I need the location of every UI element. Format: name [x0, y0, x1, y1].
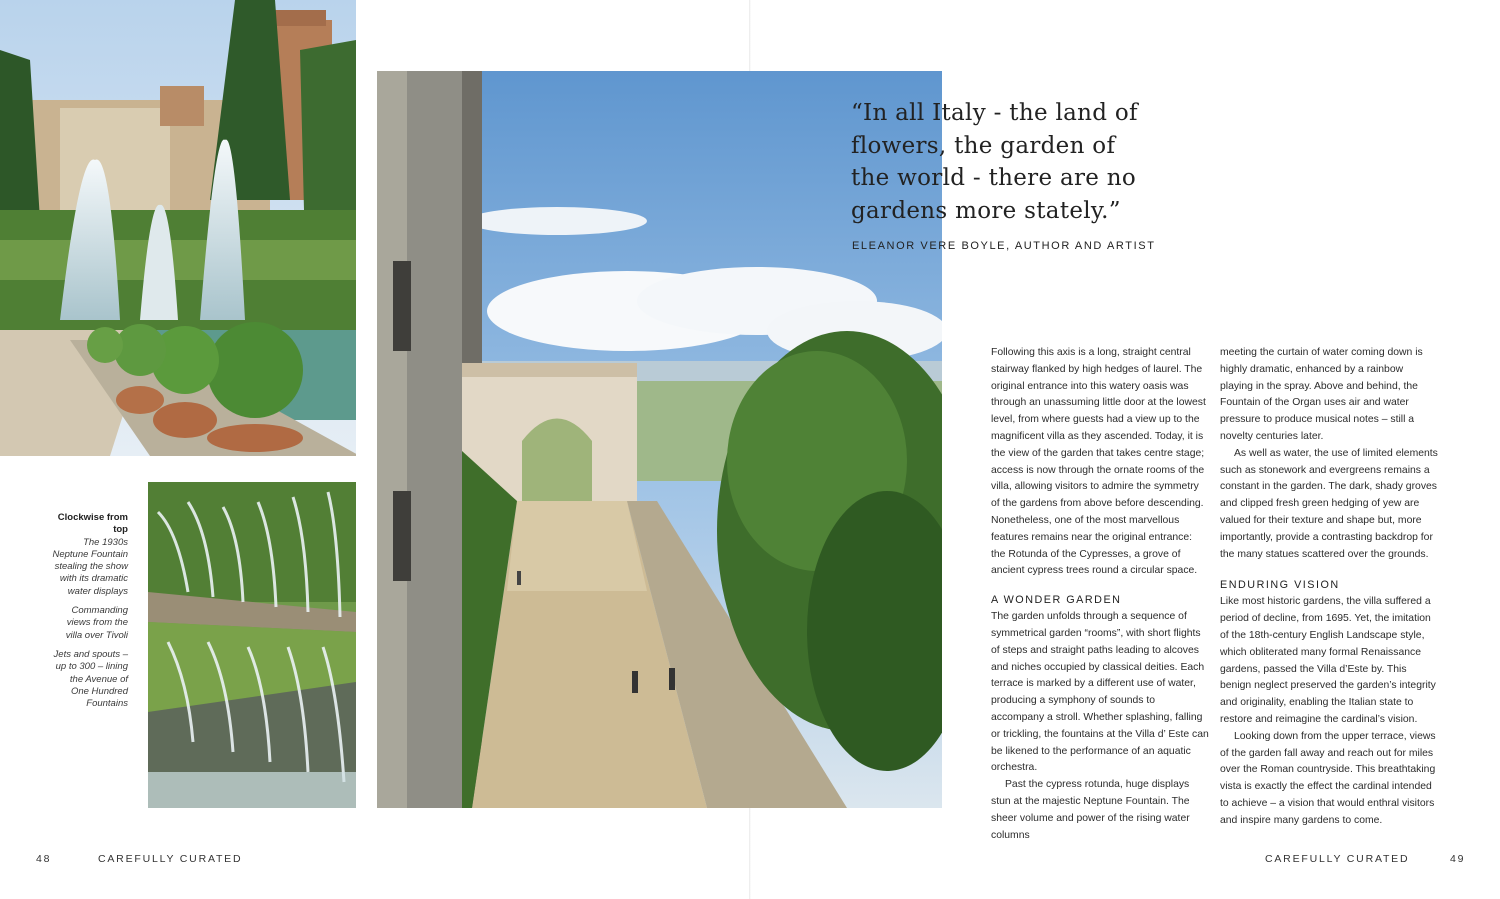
running-head-left: CAREFULLY CURATED [98, 853, 243, 865]
body-paragraph: Past the cypress rotunda, huge displays stun at the majestic Neptune Fountain. The sheer volume and power of the rising water columns [991, 779, 1190, 841]
hundred-fountains-illustration [148, 482, 356, 808]
body-column-left [991, 345, 1209, 844]
caption-tivoli-views: Commanding views from the villa over Tivoli [65, 605, 128, 641]
body-paragraph: Like most historic gardens, the villa suffered a period of decline, from 1695. Yet, the imitation of the 18th-century English Landscape style, which obliterated many formal Renaissance gardens, passed the Villa d’Este by. This benign neglect preserved the garden’s integrity and originality, enabling the Italian state to restore and reimagine the cardinal’s vision. [1220, 596, 1436, 725]
body-paragraph: As well as water, the use of limited elements such as stonework and evergreens remains a constant in the garden. The dark, shady groves and clipped fresh green hedging of yew are valued for their texture and shape but, more importantly, provide a contrasting backdrop for the many statues scattered over the grounds. [1220, 447, 1438, 560]
page-number-left: 48 [36, 853, 52, 865]
section-heading-wonder-garden: A WONDER GARDEN [991, 594, 1122, 607]
body-paragraph: meeting the curtain of water coming down is highly dramatic, enhanced by a rainbow playing in the spray. Above and behind, the Fountain of the Organ uses air and water pressure to produce musical notes – still a novelty centuries later. [1220, 347, 1423, 442]
neptune-fountain-illustration [0, 0, 356, 456]
body-column-right [1220, 345, 1438, 830]
photo-captions [50, 512, 128, 710]
body-paragraph: The garden unfolds through a sequence of symmetrical garden “rooms”, with short flights of steps and straight paths leading to alcoves and niches occupied by classical deities. Each terrace is marked by a different use of water, producing a symphony of sounds to accompany a stroll. Whether splashing, falling or trickling, the fountains at the Villa d’ Este can be likened to the performance of an aquatic orchestra. [991, 611, 1209, 774]
caption-heading: Clockwise from top [57, 512, 128, 536]
caption-hundred-fountains: Jets and spouts – up to 300 – lining the Avenue of One Hundred Fountains [53, 648, 128, 710]
caption-neptune-fountain: The 1930s Neptune Fountain stealing the show with its dramatic water displays [52, 536, 128, 597]
body-paragraph: Following this axis is a long, straight central stairway flanked by high hedges of laurel. The original entrance into this watery oasis was through an unassuming little door at the lowest level, from where guests had a view up to the magnificent villa as they ascended. Today, it is the view of the garden that takes centre stage; access is now through the ornate rooms of the villa, allowing visitors to admire the symmetry of the gardens from above before descending. Nonetheless, one of the most marvellous features remains near the original entrance: the Rotunda of the Cypresses, a grove of ancient cypress trees round a circular space. [991, 347, 1206, 577]
quote-attribution: ELEANOR VERE BOYLE, AUTHOR AND ARTIST [852, 240, 1156, 252]
hundred-fountains-photo [148, 482, 356, 808]
body-paragraph: Looking down from the upper terrace, views of the garden fall away and reach out for miles over the Roman countryside. This breathtaking vista is exactly the effect the cardinal intended to achieve – a vision that would enthral visitors and inspire many gardens to come. [1220, 730, 1436, 826]
page-number-right: 49 [1450, 853, 1466, 865]
pull-quote: “In all Italy - the land of flowers, the garden of the world - there are no gardens more stately.” [851, 100, 1138, 224]
section-heading-enduring-vision: ENDURING VISION [1220, 579, 1340, 592]
running-head-right: CAREFULLY CURATED [1265, 853, 1410, 865]
neptune-fountain-photo [0, 0, 356, 456]
